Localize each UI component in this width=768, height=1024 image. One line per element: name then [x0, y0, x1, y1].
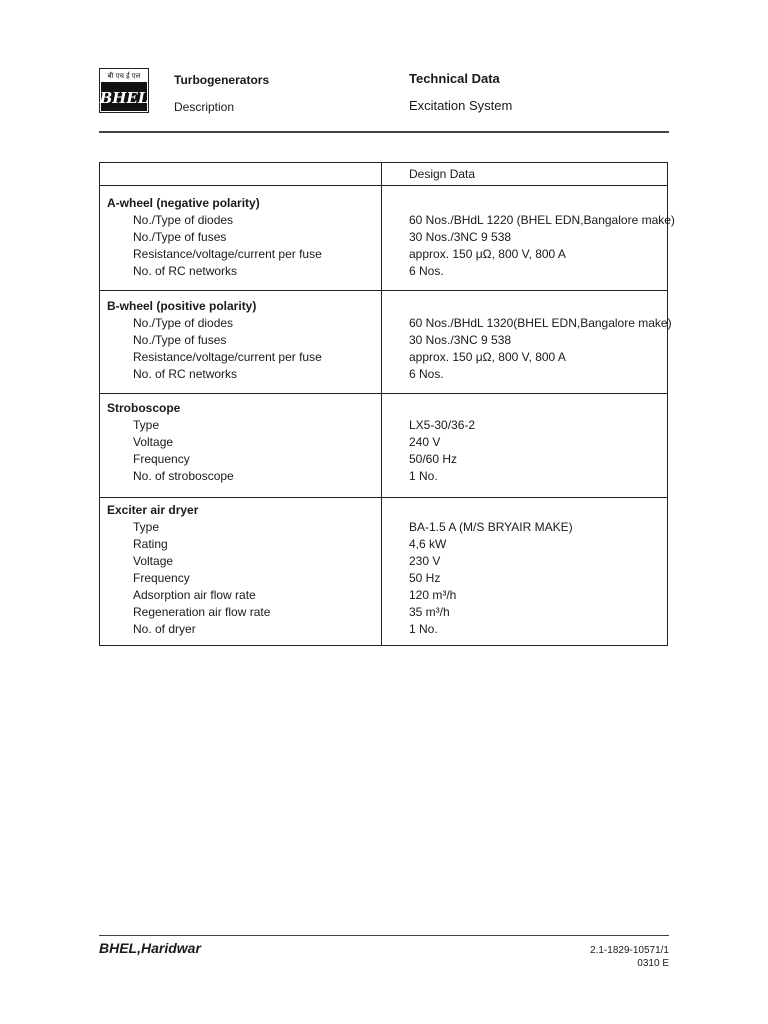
- technical-data-table: [99, 162, 675, 646]
- row-label: Voltage: [133, 435, 174, 449]
- row-value: 4,6 kW: [409, 537, 447, 551]
- row-divider: [100, 393, 667, 394]
- row-label: Frequency: [133, 571, 190, 585]
- row-value: BA-1.5 A (M/S BRYAIR MAKE): [409, 520, 573, 534]
- row-value: 120 m³/h: [409, 588, 457, 602]
- row-label: No. of RC networks: [133, 264, 238, 278]
- row-label: Voltage: [133, 554, 174, 568]
- row-value: 50 Hz: [409, 571, 441, 585]
- row-label: Adsorption air flow rate: [133, 588, 256, 602]
- header-rule: [99, 131, 669, 133]
- row-value: 35 m³/h: [409, 605, 450, 619]
- row-label: No./Type of fuses: [133, 333, 227, 347]
- row-value: 230 V: [409, 554, 441, 568]
- doc-number-line1: 2.1-1829-10571/1: [590, 945, 669, 956]
- section-sub: Excitation System: [409, 98, 513, 113]
- doc-type: Turbogenerators: [174, 73, 270, 87]
- section-title: Technical Data: [409, 71, 500, 86]
- logo-text: BHEL: [99, 89, 149, 107]
- section-title-b-wheel: B-wheel (positive polarity): [107, 299, 257, 313]
- row-value: 30 Nos./3NC 9 538: [409, 230, 512, 244]
- row-value: 240 V: [409, 435, 441, 449]
- bhel-logo: [99, 68, 149, 113]
- section-title-a-wheel: A-wheel (negative polarity): [107, 196, 260, 210]
- row-value: 1 No.: [409, 469, 438, 483]
- row-label: No./Type of diodes: [133, 316, 234, 330]
- row-divider: [100, 185, 667, 186]
- row-value: 6 Nos.: [409, 367, 444, 381]
- row-label: No. of RC networks: [133, 367, 238, 381]
- footer-rule: [99, 935, 669, 936]
- row-label: Rating: [133, 537, 168, 551]
- row-value: 6 Nos.: [409, 264, 444, 278]
- row-label: No. of dryer: [133, 622, 196, 636]
- section-title-stroboscope: Stroboscope: [107, 401, 181, 415]
- row-value: 30 Nos./3NC 9 538: [409, 333, 512, 347]
- row-divider: [100, 290, 667, 291]
- logo-devanagari: बी एच ई एल: [107, 72, 141, 80]
- row-label: Type: [133, 418, 160, 432]
- row-label: No./Type of diodes: [133, 213, 234, 227]
- column-header-design-data: Design Data: [409, 167, 476, 181]
- footer-company: BHEL,Haridwar: [99, 940, 201, 956]
- row-value: LX5-30/36-2: [409, 418, 476, 432]
- row-label: Type: [133, 520, 160, 534]
- row-label: Resistance/voltage/current per fuse: [133, 247, 322, 261]
- row-value: 1 No.: [409, 622, 438, 636]
- row-label: No. of stroboscope: [133, 469, 234, 483]
- row-label: No./Type of fuses: [133, 230, 227, 244]
- row-value: approx. 150 μΩ, 800 V, 800 A: [409, 350, 566, 364]
- doc-sub: Description: [174, 100, 235, 114]
- row-label: Regeneration air flow rate: [133, 605, 271, 619]
- row-value: approx. 150 μΩ, 800 V, 800 A: [409, 247, 566, 261]
- row-label: Frequency: [133, 452, 190, 466]
- doc-number-line2: 0310 E: [637, 958, 669, 969]
- column-divider: [381, 163, 382, 645]
- row-value: 50/60 Hz: [409, 452, 458, 466]
- footer-doc-number: [590, 944, 669, 970]
- row-value: 60 Nos./BHdL 1220 (BHEL EDN,Bangalore make): [409, 213, 675, 227]
- row-divider: [100, 497, 667, 498]
- section-title-exciter-air-dryer: Exciter air dryer: [107, 503, 199, 517]
- row-label: Resistance/voltage/current per fuse: [133, 350, 322, 364]
- row-value: 60 Nos./BHdL 1320(BHEL EDN,Bangalore make): [409, 316, 672, 330]
